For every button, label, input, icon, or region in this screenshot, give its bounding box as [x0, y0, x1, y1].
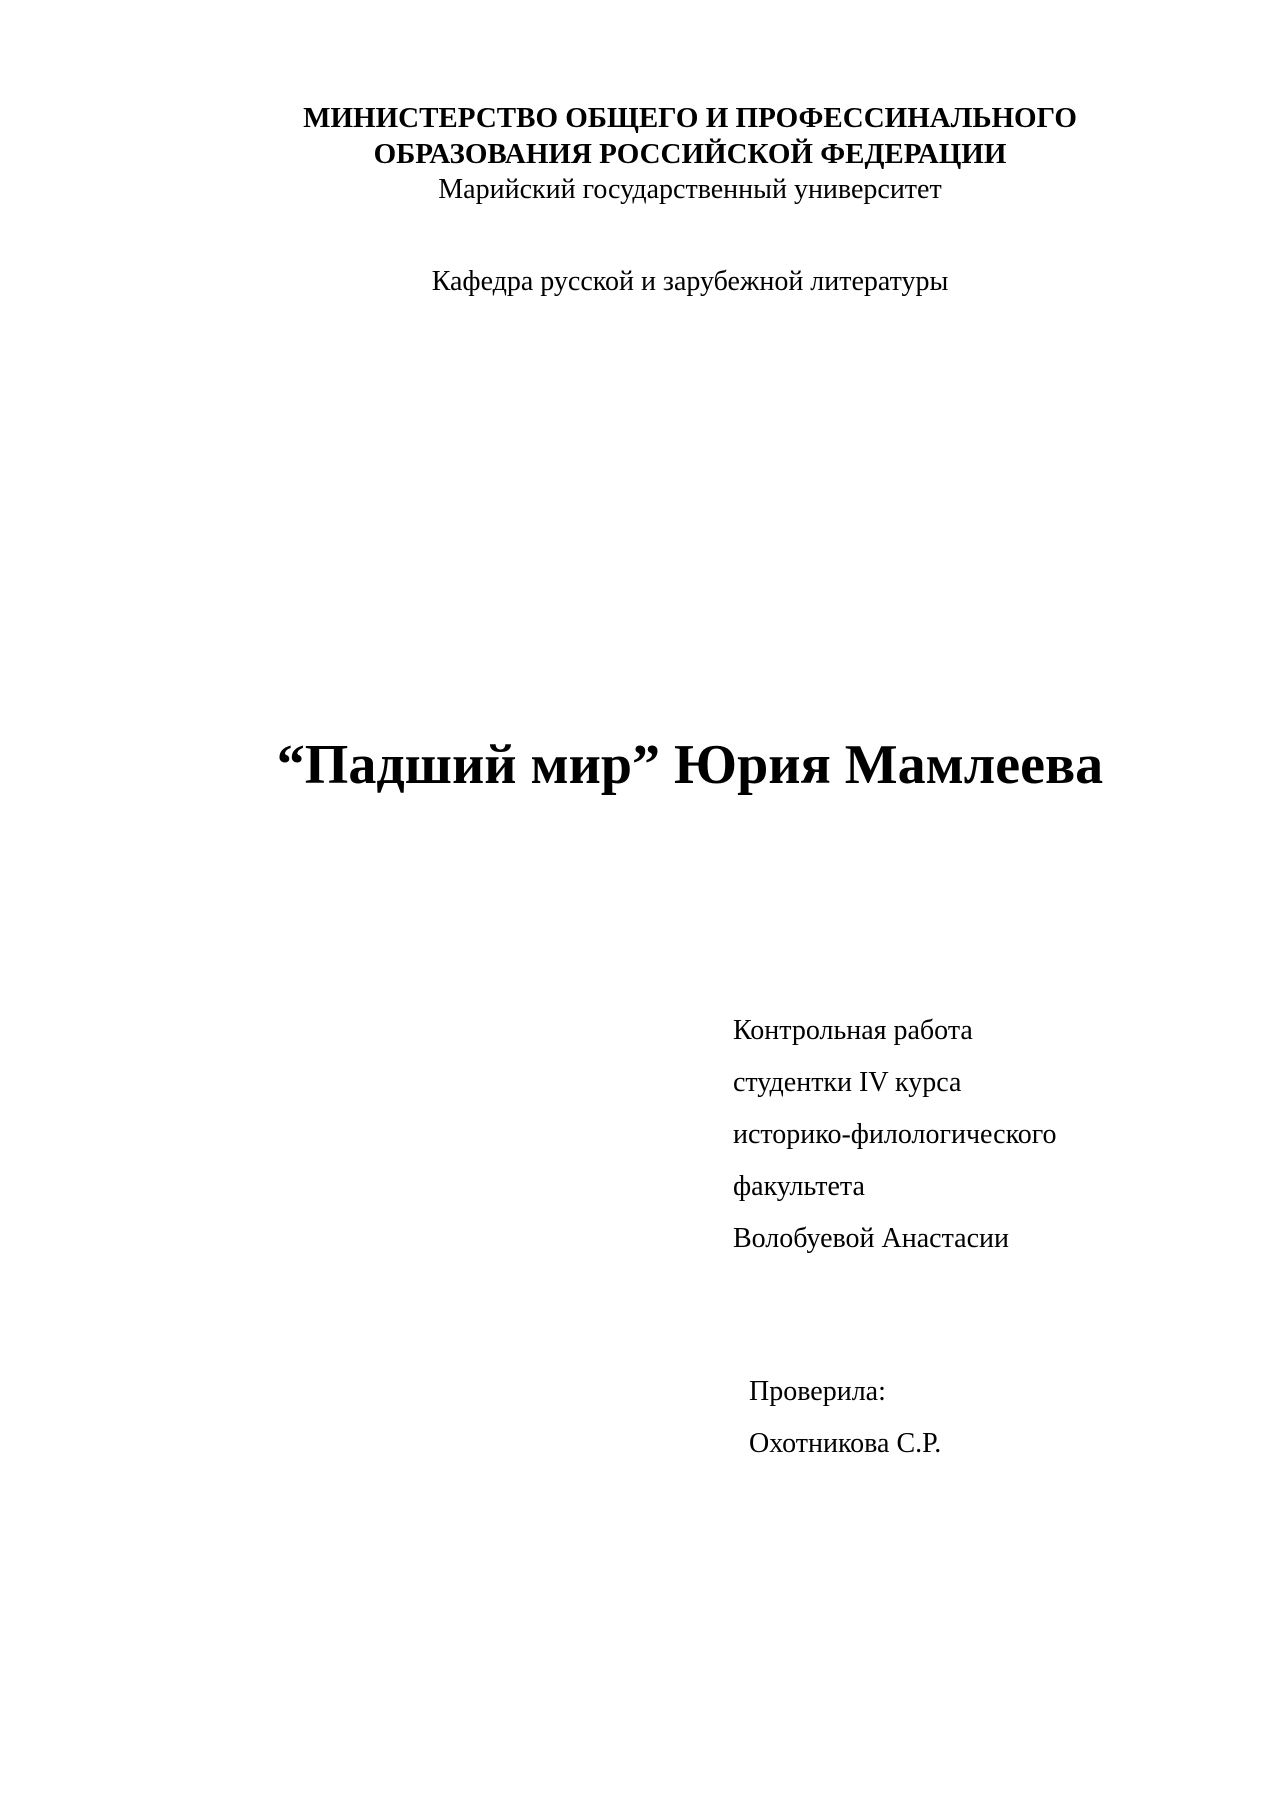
ministry-name-line-1: МИНИСТЕРСТВО ОБЩЕГО И ПРОФЕССИНАЛЬНОГО	[303, 102, 1077, 134]
author-line: историко-филологического	[733, 1119, 1057, 1150]
document-header	[0, 100, 1280, 208]
department-name: Кафедра русской и зарубежной литературы	[431, 266, 949, 297]
author-block	[733, 1005, 1233, 1265]
reviewer-name: Охотникова С.Р.	[749, 1428, 942, 1459]
author-line: студентки IV курса	[733, 1067, 962, 1098]
reviewer-label: Проверила:	[749, 1376, 886, 1407]
reviewer-block	[749, 1366, 1229, 1470]
author-line: факультета	[733, 1171, 865, 1202]
work-title: “Падший мир” Юрия Мамлеева	[276, 734, 1104, 796]
author-line: Контрольная работа	[733, 1015, 973, 1046]
author-line: Волобуевой Анастасии	[733, 1223, 1009, 1254]
university-name: Марийский государственный университет	[438, 174, 942, 205]
ministry-name-line-2: ОБРАЗОВАНИЯ РОССИЙСКОЙ ФЕДЕРАЦИИ	[373, 138, 1007, 170]
